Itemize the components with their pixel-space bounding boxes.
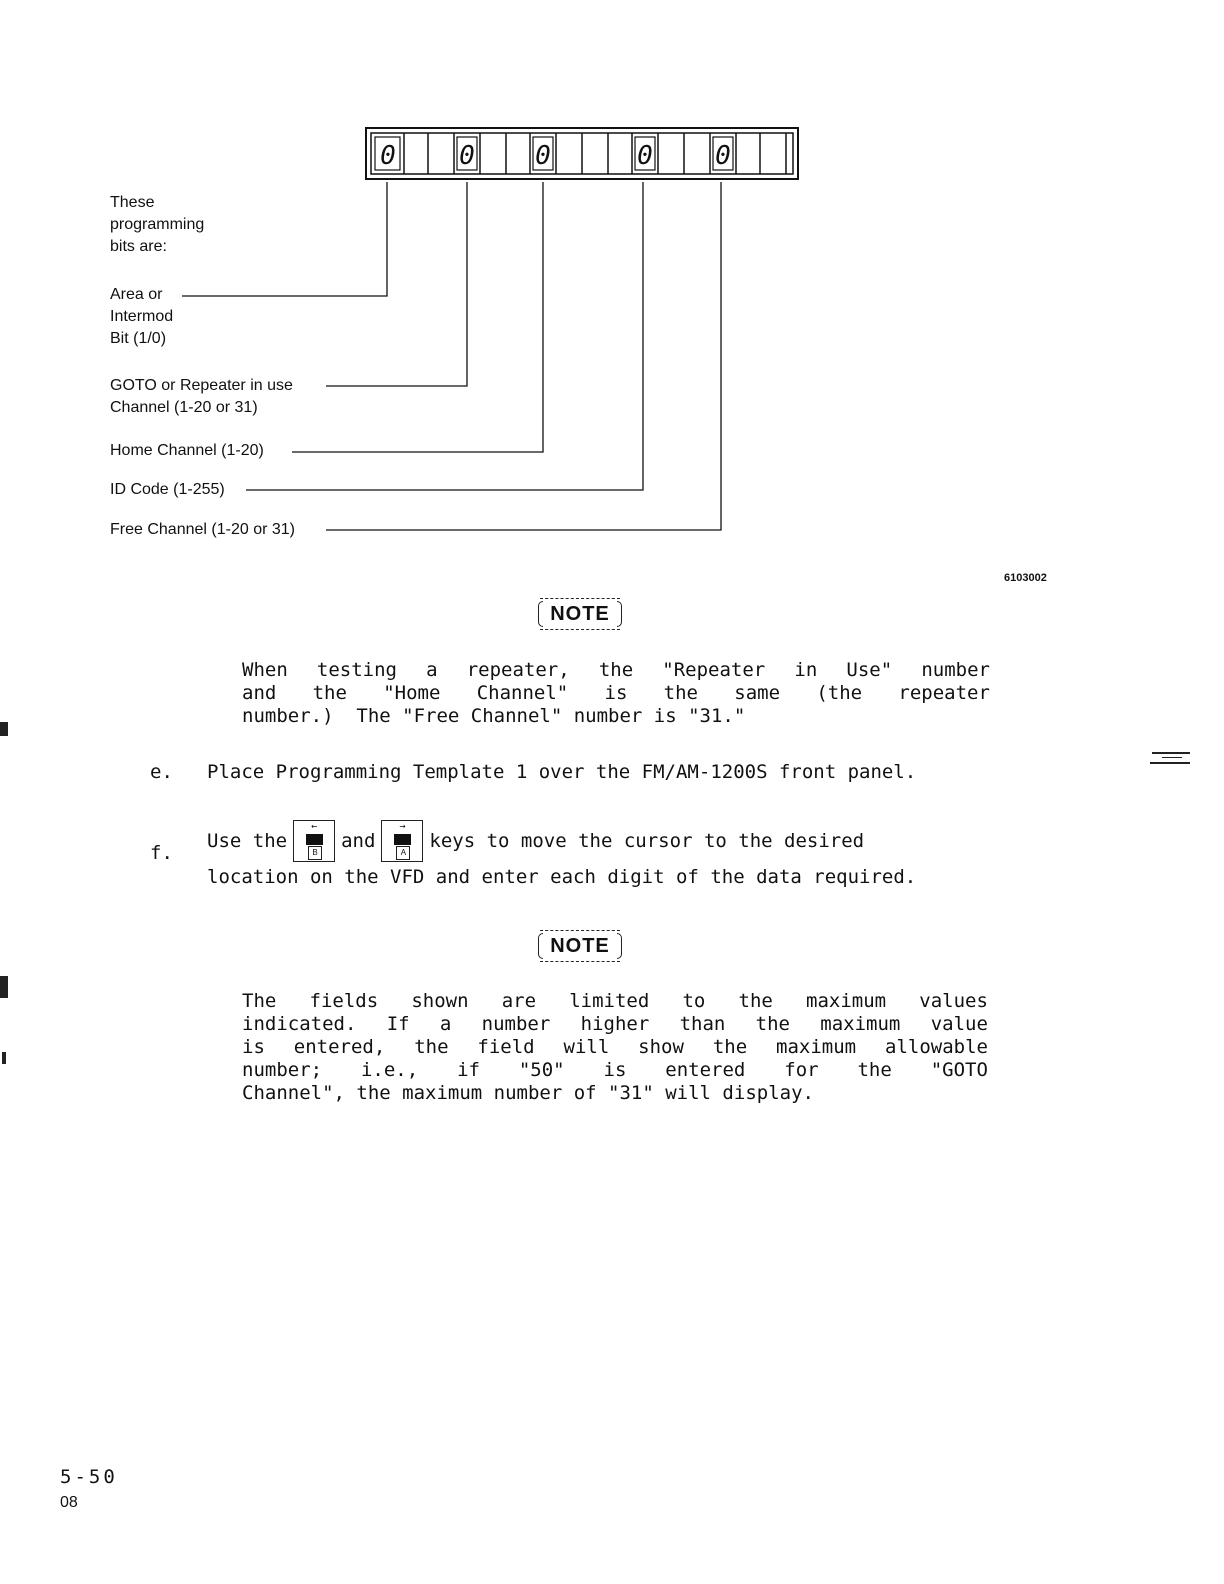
key-block-icon <box>306 834 323 845</box>
note-2-line: indicated. If a number higher than the maximum value <box>242 1013 988 1035</box>
revision-number: 08 <box>60 1494 78 1511</box>
note-badge-2: NOTE <box>540 930 620 962</box>
page-number: 5-50 <box>60 1466 118 1488</box>
label-id-code: ID Code (1-255) <box>110 481 225 498</box>
key-letter-b: B <box>308 846 322 860</box>
leader-area <box>182 182 387 296</box>
diagram-caption: These programming bits are: <box>110 194 205 255</box>
step-f-text-a: Use the <box>207 830 288 852</box>
step-f-letter: f. <box>150 842 173 864</box>
scan-mark <box>1152 752 1190 754</box>
vfd-display <box>366 128 798 179</box>
leader-home <box>292 182 543 452</box>
note-2-line: Channel", the maximum number of "31" will display. <box>242 1082 814 1104</box>
label-area-bit: Area or Intermod Bit (1/0) <box>110 286 174 347</box>
label-goto-channel: GOTO or Repeater in use Channel (1-20 or 31) <box>110 377 293 416</box>
leader-free <box>326 182 721 530</box>
note-2-text <box>242 990 988 1105</box>
vfd-digit-1: 0 <box>380 141 396 171</box>
key-letter-a: A <box>396 846 410 860</box>
note-1-line: number.) The "Free Channel" number is "31." <box>242 705 746 727</box>
label-free-channel: Free Channel (1-20 or 31) <box>110 521 295 538</box>
right-arrow-icon: → <box>399 821 406 832</box>
note-badge-1: NOTE <box>540 598 620 630</box>
step-e-letter: e. <box>150 761 173 783</box>
scan-mark <box>1162 757 1182 758</box>
step-f-line-2: location on the VFD and enter each digit of the data required. <box>207 866 917 888</box>
note-1-line: When testing a repeater, the "Repeater in Use" number <box>242 659 990 681</box>
cursor-right-key <box>381 820 423 862</box>
vfd-digit-3: 0 <box>535 141 551 171</box>
leader-goto <box>326 182 467 386</box>
note-2-line: number; i.e., if "50" is entered for the "GOTO <box>242 1059 988 1081</box>
note-2-line: The fields shown are limited to the maximum values <box>242 990 988 1012</box>
scan-mark <box>2 1052 6 1064</box>
leader-lines <box>182 182 721 530</box>
vfd-digit-2: 0 <box>459 141 475 171</box>
vfd-digit-5: 0 <box>715 141 731 171</box>
note-2-line: is entered, the field will show the maximum allowable <box>242 1036 988 1058</box>
scan-mark <box>0 976 8 998</box>
step-f-text-c: keys to move the cursor to the desired <box>429 830 865 852</box>
figure-id: 6103002 <box>1004 572 1047 584</box>
scan-mark <box>1150 762 1190 764</box>
leader-id <box>246 182 643 490</box>
step-e-text: Place Programming Template 1 over the FM/AM-1200S front panel. <box>207 761 917 783</box>
note-1-line: and the "Home Channel" is the same (the repeater <box>242 682 990 704</box>
step-f-line-1 <box>207 820 864 862</box>
vfd-diagram <box>0 0 1224 600</box>
vfd-digit-4: 0 <box>637 141 653 171</box>
scan-mark <box>0 722 8 736</box>
note-1-text <box>242 659 990 728</box>
step-f-text-b: and <box>341 830 376 852</box>
left-arrow-icon: ← <box>311 821 318 832</box>
label-home-channel: Home Channel (1-20) <box>110 442 264 459</box>
cursor-left-key <box>293 820 335 862</box>
key-block-icon <box>394 834 411 845</box>
